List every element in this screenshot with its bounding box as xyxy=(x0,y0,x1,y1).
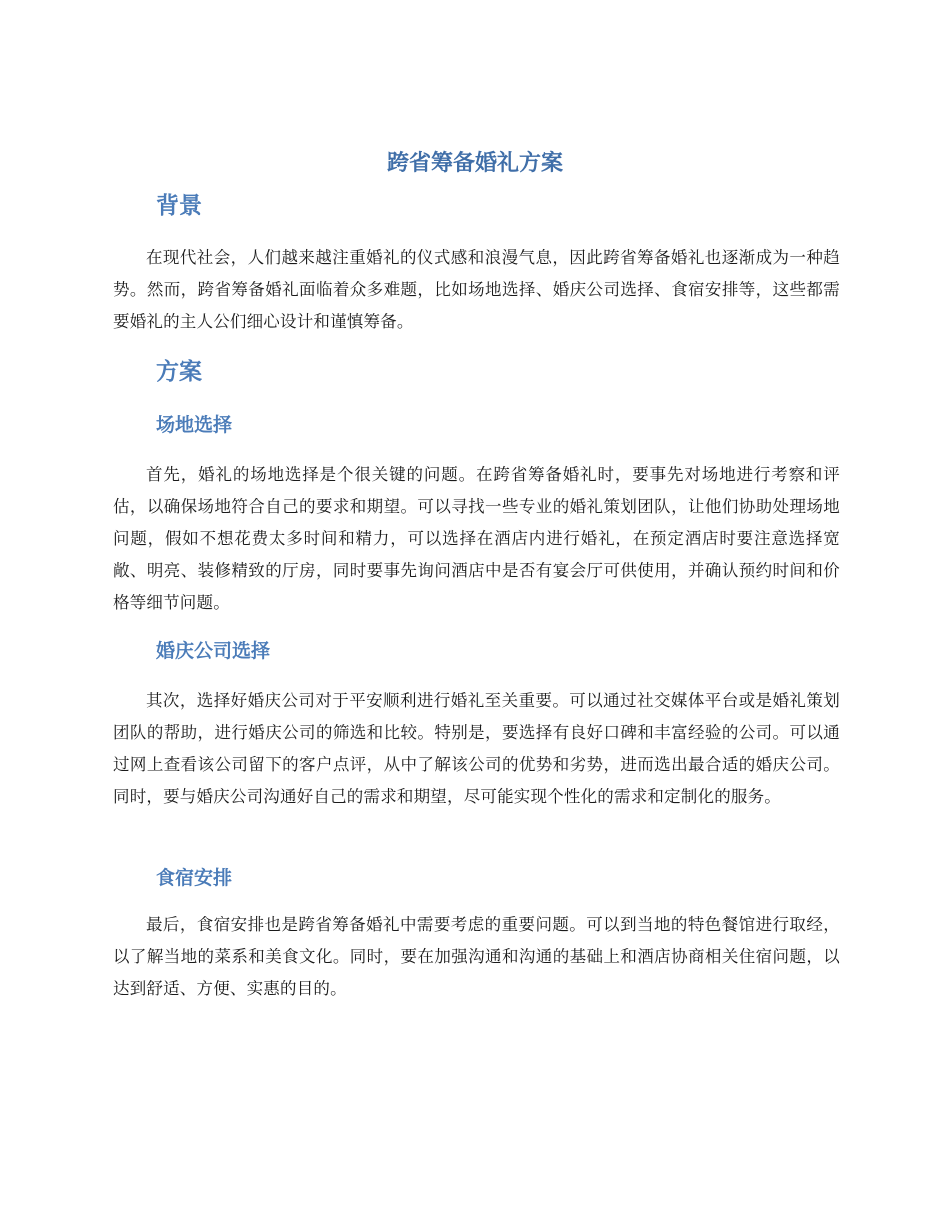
subsection-heading-accommodation: 食宿安排 xyxy=(156,867,233,889)
document-title: 跨省筹备婚礼方案 xyxy=(386,151,563,176)
wedding-company-paragraph: 其次，选择好婚庆公司对于平安顺利进行婚礼至关重要。可以通过社交媒体平台或是婚礼策划团队的帮助，进行婚庆公司的筛选和比较。特别是，要选择有良好口碑和丰富经验的公司。可以通过网上查看该公司留下的客户点评，从中了解该公司的优势和劣势，进而选出最合适的婚庆公司。同时，要与婚庆公司沟通好自己的需求和期望，尽可能实现个性化的需求和定制化的服务。 xyxy=(113,691,840,806)
background-paragraph: 在现代社会，人们越来越注重婚礼的仪式感和浪漫气息，因此跨省筹备婚礼也逐渐成为一种趋势。然而，跨省筹备婚礼面临着众多难题，比如场地选择、婚庆公司选择、食宿安排等，这些都需要婚礼的主人公们细心设计和谨慎筹备。 xyxy=(113,248,840,331)
section-heading-plan: 方案 xyxy=(156,359,202,385)
accommodation-paragraph: 最后，食宿安排也是跨省筹备婚礼中需要考虑的重要问题。可以到当地的特色餐馆进行取经，以了解当地的菜系和美食文化。同时，要在加强沟通和沟通的基础上和酒店协商相关住宿问题，以达到舒适、方便、实惠的目的。 xyxy=(113,915,840,998)
venue-paragraph: 首先，婚礼的场地选择是个很关键的问题。在跨省筹备婚礼时，要事先对场地进行考察和评估，以确保场地符合自己的要求和期望。可以寻找一些专业的婚礼策划团队，让他们协助处理场地问题，假如不想花费太多时间和精力，可以选择在酒店内进行婚礼，在预定酒店时要注意选择宽敞、明亮、装修精致的厅房，同时要事先询问酒店中是否有宴会厅可供使用，并确认预约时间和价格等细节问题。 xyxy=(113,465,840,612)
section-heading-background: 背景 xyxy=(156,193,202,219)
subsection-heading-venue: 场地选择 xyxy=(156,414,233,436)
subsection-heading-wedding-company: 婚庆公司选择 xyxy=(156,640,271,662)
